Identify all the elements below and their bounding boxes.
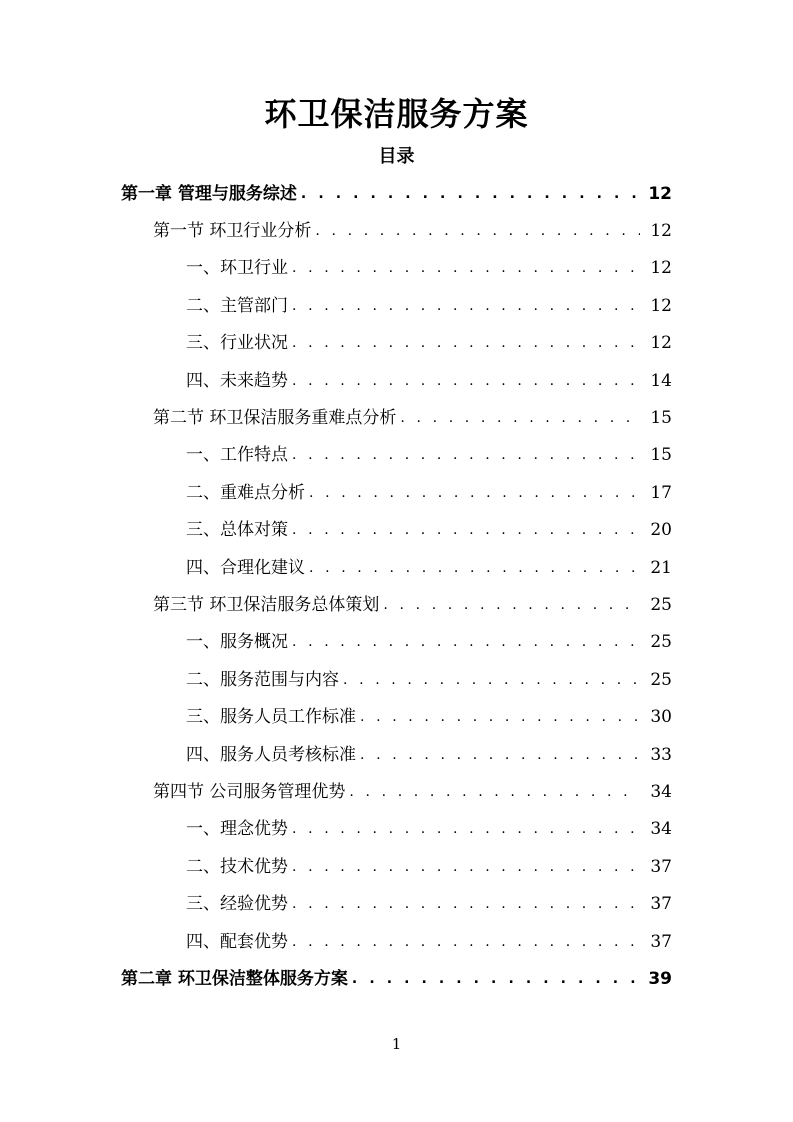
toc-dot-leader bbox=[315, 220, 640, 242]
toc-entry-title: 第二章 环卫保洁整体服务方案 bbox=[121, 968, 348, 989]
page-number: 1 bbox=[391, 1035, 402, 1053]
toc-entry-page: 25 bbox=[650, 669, 672, 690]
toc-entry-title: 第二节 环卫保洁服务重难点分析 bbox=[153, 408, 397, 429]
toc-subsection-entry[interactable] bbox=[0, 325, 793, 362]
toc-entry-title: 三、总体对策 bbox=[186, 520, 288, 541]
toc-dot-leader bbox=[349, 781, 640, 803]
toc-entry-page: 12 bbox=[650, 258, 672, 279]
toc-subsection-entry[interactable] bbox=[0, 512, 793, 549]
toc-entry-title: 第三节 环卫保洁服务总体策划 bbox=[153, 594, 380, 615]
toc-subsection-entry[interactable] bbox=[0, 923, 793, 960]
toc-subsection-entry[interactable] bbox=[0, 811, 793, 848]
toc-dot-leader bbox=[292, 444, 640, 466]
toc-entry-title: 四、配套优势 bbox=[186, 931, 288, 952]
toc-entry-title: 一、工作特点 bbox=[186, 445, 288, 466]
toc-dot-leader bbox=[301, 183, 640, 205]
toc-dot-leader bbox=[292, 257, 640, 279]
toc-entry-page: 15 bbox=[650, 408, 672, 429]
toc-subsection-entry[interactable] bbox=[0, 848, 793, 885]
toc-entry-title: 二、主管部门 bbox=[186, 295, 288, 316]
toc-subsection-entry[interactable] bbox=[0, 885, 793, 922]
toc-subsection-entry[interactable] bbox=[0, 661, 793, 698]
toc-entry-title: 二、服务范围与内容 bbox=[186, 669, 339, 690]
toc-subsection-entry[interactable] bbox=[0, 698, 793, 735]
toc-subsection-entry[interactable] bbox=[0, 549, 793, 586]
toc-section-entry[interactable] bbox=[0, 586, 793, 623]
toc-entry-page: 34 bbox=[650, 781, 672, 802]
toc-entry-page: 20 bbox=[650, 520, 672, 541]
toc-entry-page: 12 bbox=[650, 333, 672, 354]
toc-subsection-entry[interactable] bbox=[0, 736, 793, 773]
toc-entry-title: 二、技术优势 bbox=[186, 856, 288, 877]
toc-entry-page: 21 bbox=[650, 557, 672, 578]
toc-entry-title: 第一节 环卫行业分析 bbox=[153, 221, 312, 242]
toc-entry-title: 第一章 管理与服务综述 bbox=[121, 183, 297, 204]
toc-entry-title: 第四节 公司服务管理优势 bbox=[153, 781, 346, 802]
toc-dot-leader bbox=[400, 407, 640, 429]
toc-dot-leader bbox=[292, 370, 640, 392]
toc-entry-title: 二、重难点分析 bbox=[186, 482, 305, 503]
toc-entry-page: 15 bbox=[650, 445, 672, 466]
toc-entry-page: 12 bbox=[650, 295, 672, 316]
toc-dot-leader bbox=[292, 295, 640, 317]
toc-dot-leader bbox=[343, 669, 640, 691]
toc-entry-page: 34 bbox=[650, 819, 672, 840]
toc-subsection-entry[interactable] bbox=[0, 474, 793, 511]
toc-entry-title: 三、经验优势 bbox=[186, 894, 288, 915]
toc-subsection-entry[interactable] bbox=[0, 250, 793, 287]
toc-entry-page: 25 bbox=[650, 632, 672, 653]
toc-heading: 目录 bbox=[378, 146, 415, 167]
toc-entry-page: 12 bbox=[648, 183, 672, 204]
toc-entry-title: 三、行业状况 bbox=[186, 333, 288, 354]
toc-entry-page: 37 bbox=[650, 931, 672, 952]
toc-entry-title: 一、理念优势 bbox=[186, 819, 288, 840]
toc-entry-title: 三、服务人员工作标准 bbox=[186, 707, 356, 728]
toc-entry-page: 12 bbox=[650, 221, 672, 242]
toc-dot-leader bbox=[309, 557, 640, 579]
toc-entry-title: 一、服务概况 bbox=[186, 632, 288, 653]
toc-chapter-entry[interactable] bbox=[0, 175, 793, 212]
toc-entry-title: 四、未来趋势 bbox=[186, 370, 288, 391]
toc-entry-title: 四、服务人员考核标准 bbox=[186, 744, 356, 765]
toc-subsection-entry[interactable] bbox=[0, 287, 793, 324]
toc-entry-page: 39 bbox=[648, 968, 672, 989]
toc-subsection-entry[interactable] bbox=[0, 437, 793, 474]
toc-entry-page: 37 bbox=[650, 856, 672, 877]
toc-dot-leader bbox=[309, 482, 640, 504]
toc-dot-leader bbox=[292, 856, 640, 878]
toc-entry-page: 30 bbox=[650, 707, 672, 728]
toc-entry-title: 四、合理化建议 bbox=[186, 557, 305, 578]
toc-section-entry[interactable] bbox=[0, 773, 793, 810]
toc-dot-leader bbox=[352, 968, 640, 990]
toc-chapter-entry[interactable] bbox=[0, 960, 793, 997]
toc-dot-leader bbox=[292, 818, 640, 840]
toc-entry-page: 14 bbox=[650, 370, 672, 391]
toc-dot-leader bbox=[292, 893, 640, 915]
toc-subsection-entry[interactable] bbox=[0, 362, 793, 399]
toc-dot-leader bbox=[360, 706, 640, 728]
toc-section-entry[interactable] bbox=[0, 212, 793, 249]
toc-section-entry[interactable] bbox=[0, 399, 793, 436]
toc-entry-title: 一、环卫行业 bbox=[186, 258, 288, 279]
document-title: 环卫保洁服务方案 bbox=[264, 95, 529, 133]
toc-dot-leader bbox=[292, 519, 640, 541]
toc-entry-page: 25 bbox=[650, 594, 672, 615]
toc-dot-leader bbox=[292, 332, 640, 354]
toc-entry-page: 33 bbox=[650, 744, 672, 765]
toc-dot-leader bbox=[292, 631, 640, 653]
table-of-contents bbox=[0, 175, 793, 998]
toc-dot-leader bbox=[383, 594, 640, 616]
toc-dot-leader bbox=[360, 744, 640, 766]
toc-entry-page: 37 bbox=[650, 894, 672, 915]
toc-dot-leader bbox=[292, 931, 640, 953]
toc-subsection-entry[interactable] bbox=[0, 624, 793, 661]
toc-entry-page: 17 bbox=[650, 482, 672, 503]
